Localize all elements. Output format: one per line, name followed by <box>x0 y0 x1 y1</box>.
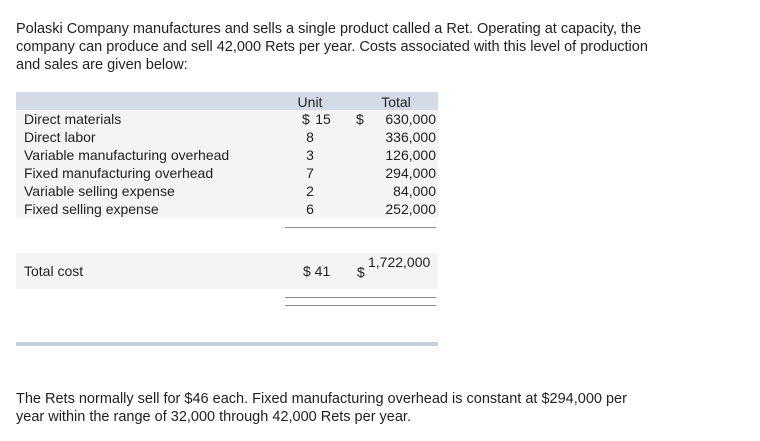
row-total: 84,000 <box>393 183 436 199</box>
row-total: 630,000 <box>385 111 436 127</box>
table-row <box>16 146 438 164</box>
header-unit: Unit <box>297 94 323 110</box>
row-unit: 8 <box>306 129 314 145</box>
table-header <box>16 92 438 110</box>
table-bottom-bar <box>16 342 438 346</box>
row-total: 336,000 <box>385 129 436 145</box>
problem-outro: The Rets normally sell for $46 each. Fixed manufacturing overhead is constant at $294,000 per year within the range of 32,000 through 42,000 Rets per year. <box>16 391 627 425</box>
row-label: Variable manufacturing overhead <box>24 147 230 163</box>
header-total: Total <box>381 94 411 110</box>
row-label: Direct materials <box>24 111 122 127</box>
total-row <box>16 253 438 289</box>
unit-currency: $ <box>302 111 310 127</box>
row-label: Fixed manufacturing overhead <box>24 165 214 181</box>
table-row <box>16 110 438 128</box>
cost-table <box>16 92 438 218</box>
total-label: Total cost <box>24 263 84 279</box>
subtotal-rule <box>285 227 436 228</box>
double-rule-bottom <box>285 305 436 306</box>
total-value: 1,722,000 <box>368 254 431 270</box>
table-row <box>16 182 438 200</box>
row-label: Fixed selling expense <box>24 201 159 217</box>
problem-intro: Polaski Company manufactures and sells a single product called a Ret. Operating at capacity, the company can produce and sell 42,000 Rets per year. Costs associated with this level of production and sales are given below: <box>16 21 648 73</box>
row-total: 294,000 <box>385 165 436 181</box>
row-label: Variable selling expense <box>24 183 175 199</box>
row-total: 126,000 <box>385 147 436 163</box>
row-unit: 6 <box>306 201 314 217</box>
double-rule-top <box>285 297 436 298</box>
row-unit: 3 <box>306 147 314 163</box>
total-currency: $ <box>356 111 364 127</box>
table-row <box>16 128 438 146</box>
row-label: Direct labor <box>24 129 96 145</box>
row-unit: 7 <box>306 165 314 181</box>
row-unit: 2 <box>306 183 314 199</box>
row-unit: 15 <box>315 111 331 127</box>
table-row <box>16 164 438 182</box>
total-currency: $ <box>357 264 365 280</box>
table-row <box>16 200 438 218</box>
row-total: 252,000 <box>385 201 436 217</box>
total-unit: $ 41 <box>303 263 331 279</box>
table-body <box>16 110 438 218</box>
